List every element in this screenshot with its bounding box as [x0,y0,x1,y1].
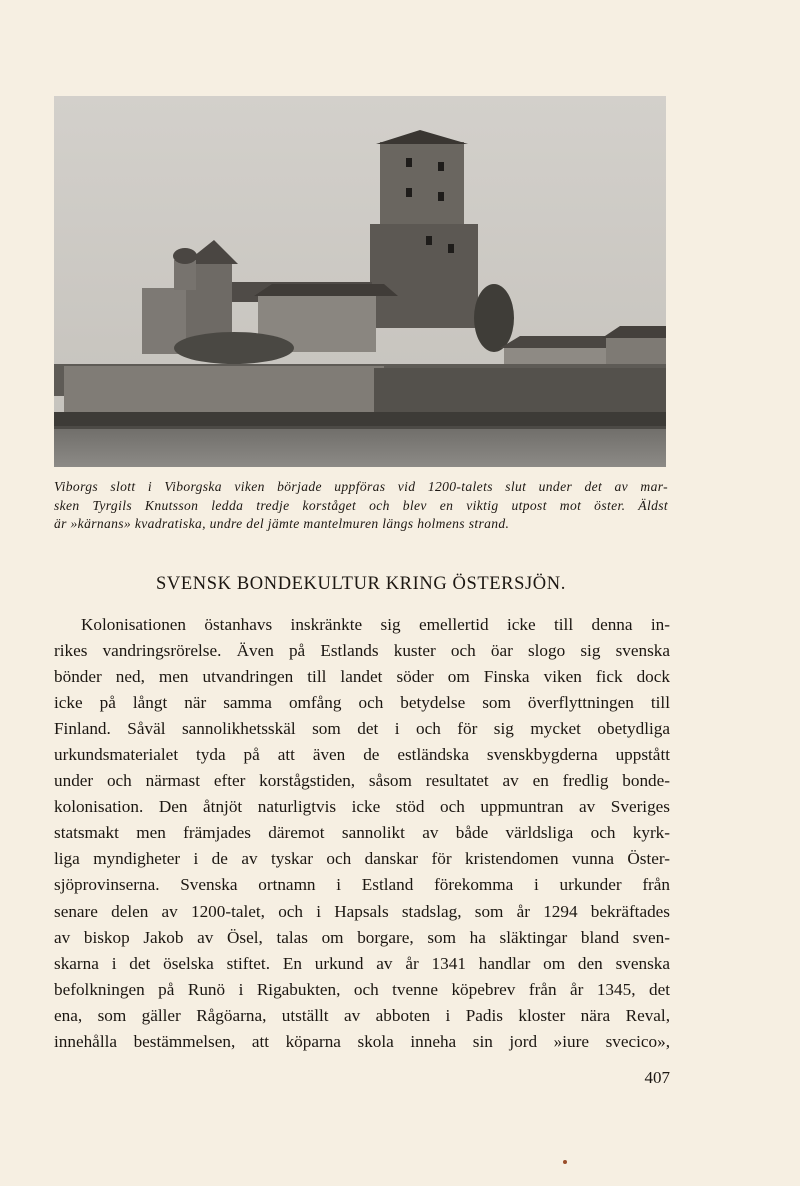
caption-line: är »kärnans» kvadratiska, undre del jämte mantelmuren längs holmens strand. [54,516,510,531]
castle-photo [54,96,666,467]
body-line: icke på långt när samma omfång och betydelse som överflyttningen till [54,693,670,713]
body-line: urkundsmaterialet tyda på att även de estländska svenskbygderna uppstått [54,745,670,765]
body-line: befolkningen på Runö i Rigabukten, och tvenne köpebrev från år 1345, det [54,979,670,999]
body-line: ena, som gäller Rågöarna, utställt av abboten i Padis kloster nära Reval, [54,1005,670,1025]
body-paragraph [54,612,670,1055]
paper-speck [563,1160,567,1164]
body-line: rikes vandringsrörelse. Även på Estlands kuster och öar slogo sig svenska [54,641,670,661]
caption-line: Viborgs slott i Viborgska viken började uppföras vid 1200-talets slut under det av mar- [54,479,668,494]
body-line: kolonisation. Den åtnjöt naturligtvis icke stöd och uppmuntran av Sveriges [54,797,670,817]
body-line: statsmakt men främjades däremot sannolikt av både världsliga och kyrk- [54,823,670,843]
body-line: innehålla bestämmelsen, att köparna skola inneha sin jord »iure svecico», [54,1031,670,1051]
body-line: av biskop Jakob av Ösel, talas om borgare, som ha släktingar bland sven- [54,927,670,947]
section-heading: SVENSK BONDEKULTUR KRING ÖSTERSJÖN. [156,574,566,594]
body-line: Kolonisationen östanhavs inskränkte sig emellertid icke till denna in- [81,615,670,634]
photo-caption [54,478,668,534]
body-line: sjöprovinserna. Svenska ortnamn i Estland förekomma i urkunder från [54,875,670,895]
body-line: skarna i det öselska stiftet. En urkund av år 1341 handlar om den svenska [54,953,670,973]
body-line: under och närmast efter korstågstiden, såsom resultatet av en fredlig bonde- [54,771,670,791]
body-line: Finland. Såväl sannolikhetsskäl som det i och för sig mycket obetydliga [54,719,670,739]
castle-illustration [54,96,666,467]
page-number: 407 [644,1068,670,1087]
body-line: senare delen av 1200-talet, och i Hapsals stadslag, som år 1294 bekräftades [54,901,670,921]
body-line: liga myndigheter i de av tyskar och danskar för kristendomen vunna Öster- [54,849,670,869]
caption-line: sken Tyrgils Knutsson ledda tredje korståget och blev en viktig utpost mot öster. Äldst [54,497,668,513]
body-line: bönder ned, men utvandringen till landet söder om Finska viken fick dock [54,667,670,687]
